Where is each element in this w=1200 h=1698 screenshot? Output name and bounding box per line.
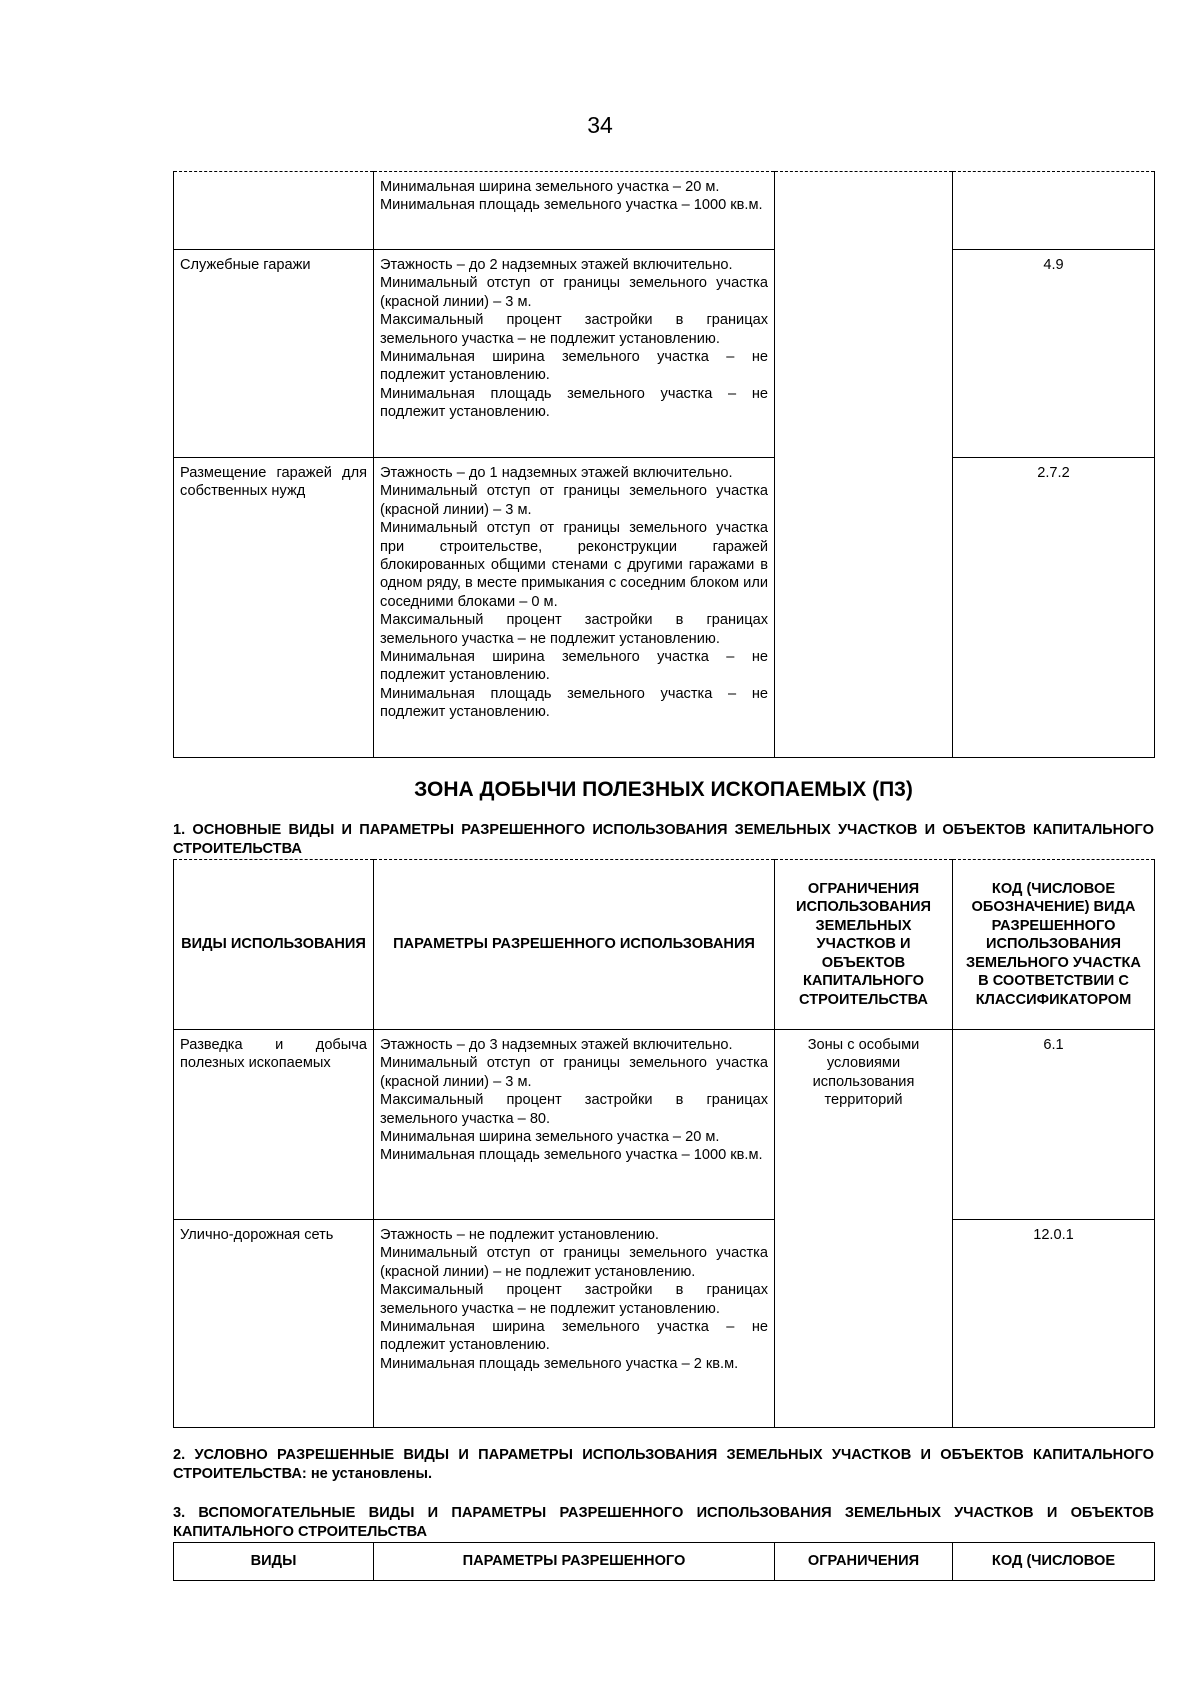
auxiliary-kinds-table <box>173 1542 1155 1581</box>
table-row <box>174 1030 1155 1220</box>
header-code: КОД (ЧИСЛОВОЕ <box>953 1543 1155 1581</box>
header-kinds: ВИДЫ <box>174 1543 374 1581</box>
param-line: Минимальная площадь земельного участка – 1000 кв.м. <box>380 197 763 214</box>
kind-cell: Разведка и добыча полезных ископаемых <box>174 1030 374 1220</box>
param-line: Минимальная ширина земельного участка – не подлежит установлению. <box>380 649 768 684</box>
code-cell: 12.0.1 <box>953 1220 1155 1428</box>
param-line: Этажность – до 3 надземных этажей включительно. <box>380 1037 733 1053</box>
param-line: Минимальная площадь земельного участка – не подлежит установлению. <box>380 385 768 421</box>
continuation-table <box>173 171 1155 758</box>
params-cell <box>374 250 775 458</box>
kind-cell: Улично-дорожная сеть <box>174 1220 374 1428</box>
params-cell <box>374 458 775 758</box>
restrictions-cell <box>775 172 953 758</box>
section-1-heading: 1. ОСНОВНЫЕ ВИДЫ И ПАРАМЕТРЫ РАЗРЕШЕННОГО ИСПОЛЬЗОВАНИЯ ЗЕМЕЛЬНЫХ УЧАСТКОВ И ОБЪЕКТОВ КАПИТАЛЬНОГО СТРОИТЕЛЬСТВА <box>173 822 1154 857</box>
code-cell <box>953 172 1155 250</box>
header-code: КОД (ЧИСЛОВОЕ ОБОЗНАЧЕНИЕ) ВИДА РАЗРЕШЕННОГО ИСПОЛЬЗОВАНИЯ ЗЕМЕЛЬНОГО УЧАСТКА В СООТВЕТСТВИИ С КЛАССИФИКАТОРОМ <box>953 860 1155 1030</box>
param-line: Минимальный отступ от границы земельного участка при строительстве, реконструкции гаражей блокированных общими стенами с другими гаражами в одном ряду, в месте примыкания с соседним блоком или соседними блоками – 0 м. <box>380 520 768 610</box>
header-row <box>174 1543 1155 1581</box>
section-2-heading: 2. УСЛОВНО РАЗРЕШЕННЫЕ ВИДЫ И ПАРАМЕТРЫ ИСПОЛЬЗОВАНИЯ ЗЕМЕЛЬНЫХ УЧАСТКОВ И ОБЪЕКТОВ КАПИТАЛЬНОГО СТРОИТЕЛЬСТВА: не установлены. <box>173 1447 1154 1482</box>
param-line: Максимальный процент застройки в границах земельного участка – не подлежит установлению. <box>380 1282 768 1317</box>
params-cell <box>374 1030 775 1220</box>
code-cell: 4.9 <box>953 250 1155 458</box>
table-row <box>174 1220 1155 1428</box>
param-line: Минимальный отступ от границы земельного участка (красной линии) – не подлежит установлению. <box>380 1245 768 1280</box>
table-row <box>174 458 1155 758</box>
param-line: Максимальный процент застройки в границах земельного участка – не подлежит установлению. <box>380 612 768 647</box>
param-line: Этажность – не подлежит установлению. <box>380 1227 659 1243</box>
table-row <box>174 250 1155 458</box>
param-line: Максимальный процент застройки в границах земельного участка – 80. <box>380 1092 768 1127</box>
params-cell <box>374 172 775 250</box>
param-line: Минимальный отступ от границы земельного участка (красной линии) – 3 м. <box>380 275 768 310</box>
zone-title: ЗОНА ДОБЫЧИ ПОЛЕЗНЫХ ИСКОПАЕМЫХ (П3) <box>414 778 913 801</box>
param-line: Минимальный отступ от границы земельного участка (красной линии) – 3 м. <box>380 483 768 518</box>
kind-cell <box>174 172 374 250</box>
param-line: Этажность – до 1 надземных этажей включительно. <box>380 465 733 481</box>
param-line: Этажность – до 2 надземных этажей включительно. <box>380 257 733 273</box>
header-params: ПАРАМЕТРЫ РАЗРЕШЕННОГО <box>374 1543 775 1581</box>
param-line: Максимальный процент застройки в границах земельного участка – не подлежит установлению. <box>380 312 768 347</box>
header-restrictions: ОГРАНИЧЕНИЯ <box>775 1543 953 1581</box>
param-line: Минимальная площадь земельного участка – 2 кв.м. <box>380 1355 739 1372</box>
section-3-heading: 3. ВСПОМОГАТЕЛЬНЫЕ ВИДЫ И ПАРАМЕТРЫ РАЗРЕШЕННОГО ИСПОЛЬЗОВАНИЯ ЗЕМЕЛЬНЫХ УЧАСТКОВ И ОБЪЕКТОВ КАПИТАЛЬНОГО СТРОИТЕЛЬСТВА <box>173 1505 1154 1540</box>
kind-cell: Служебные гаражи <box>174 250 374 458</box>
code-cell: 2.7.2 <box>953 458 1155 758</box>
param-line: Минимальная площадь земельного участка – 1000 кв.м. <box>380 1147 763 1164</box>
code-cell: 6.1 <box>953 1030 1155 1220</box>
page-number: 34 <box>587 112 613 138</box>
table-row <box>174 172 1155 250</box>
header-params: ПАРАМЕТРЫ РАЗРЕШЕННОГО ИСПОЛЬЗОВАНИЯ <box>374 860 775 1030</box>
header-row <box>174 860 1155 1030</box>
param-line: Минимальная ширина земельного участка – не подлежит установлению. <box>380 349 768 384</box>
param-line: Минимальная ширина земельного участка – 20 м. <box>380 179 720 195</box>
kind-cell: Размещение гаражей для собственных нужд <box>174 458 374 758</box>
header-kinds: ВИДЫ ИСПОЛЬЗОВАНИЯ <box>174 860 374 1030</box>
param-line: Минимальная ширина земельного участка – не подлежит установлению. <box>380 1319 768 1354</box>
param-line: Минимальная ширина земельного участка – 20 м. <box>380 1129 720 1146</box>
params-cell <box>374 1220 775 1428</box>
param-line: Минимальный отступ от границы земельного участка (красной линии) – 3 м. <box>380 1055 768 1090</box>
restrictions-cell: Зоны с особыми условиями использования территорий <box>775 1030 953 1428</box>
main-kinds-table <box>173 859 1155 1428</box>
header-restrictions: ОГРАНИЧЕНИЯ ИСПОЛЬЗОВАНИЯ ЗЕМЕЛЬНЫХ УЧАСТКОВ И ОБЪЕКТОВ КАПИТАЛЬНОГО СТРОИТЕЛЬСТВА <box>775 860 953 1030</box>
param-line: Минимальная площадь земельного участка – не подлежит установлению. <box>380 685 768 721</box>
